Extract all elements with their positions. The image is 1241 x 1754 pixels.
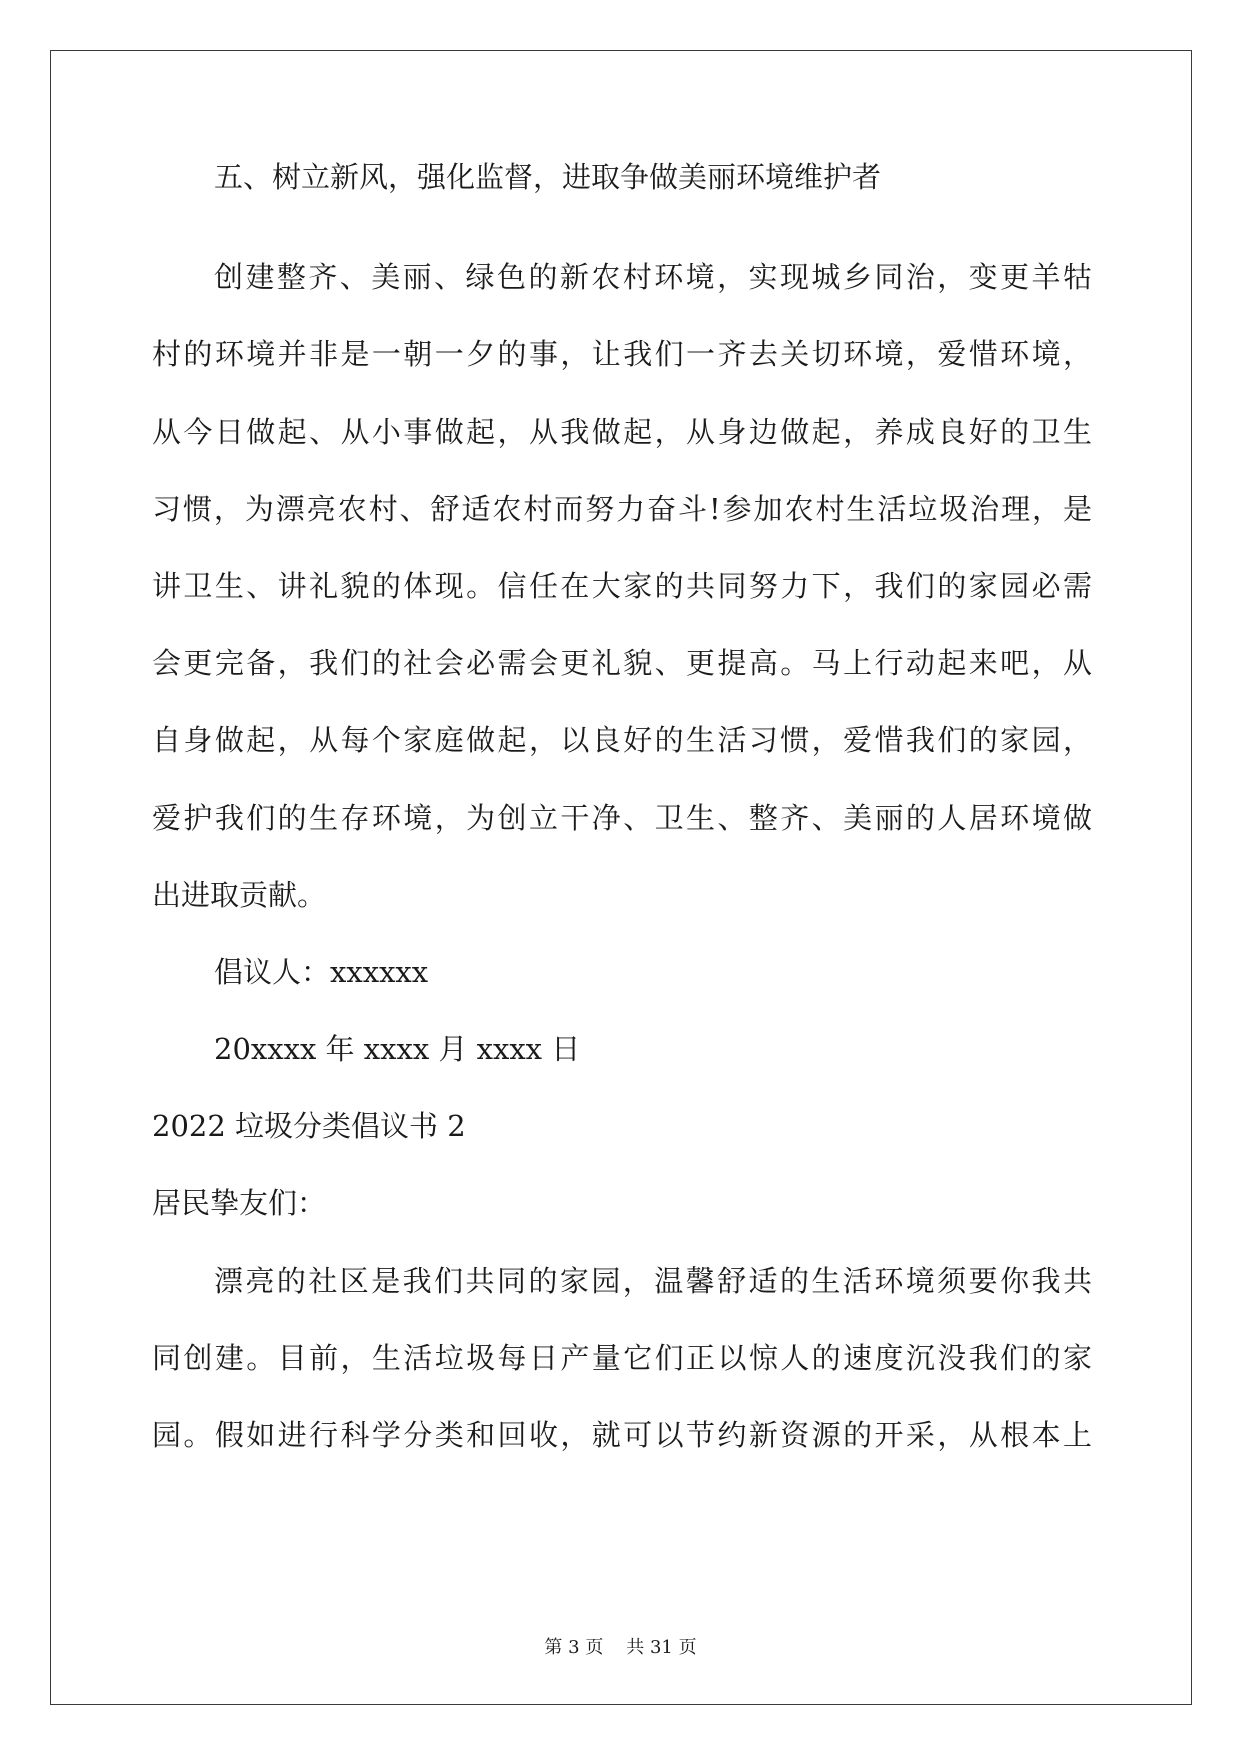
page-total: 共 31 页 (626, 1637, 697, 1658)
paragraph-line: 讲卫生、讲礼貌的体现。信任在大家的共同努力下，我们的家园必需 (152, 568, 1092, 603)
salutation: 居民挚友们： (152, 1186, 327, 1221)
initiator-line: 倡议人：xxxxxx (214, 954, 429, 989)
paragraph-line: 从今日做起、从小事做起，从我做起，从身边做起，养成良好的卫生 (152, 414, 1092, 449)
paragraph-line: 创建整齐、美丽、绿色的新农村环境，实现城乡同治，变更羊牯 (214, 260, 1092, 295)
paragraph-line: 漂亮的社区是我们共同的家园，温馨舒适的生活环境须要你我共 (214, 1263, 1092, 1298)
document-body (152, 162, 1092, 1474)
section-heading: 五、树立新风，强化监督，进取争做美丽环境维护者 (214, 160, 882, 194)
paragraph-line: 出进取贡献。 (152, 877, 327, 912)
paragraph-line: 爱护我们的生存环境，为创立干净、卫生、整齐、美丽的人居环境做 (152, 800, 1092, 835)
paragraph-line: 村的环境并非是一朝一夕的事，让我们一齐去关切环境，爱惜环境， (152, 337, 1092, 372)
date-line: 20xxxx 年 xxxx 月 xxxx 日 (214, 1032, 581, 1067)
page-number: 第 3 页 (544, 1637, 604, 1658)
paragraph-line: 园。假如进行科学分类和回收，就可以节约新资源的开采，从根本上 (152, 1418, 1092, 1452)
page-footer (0, 1633, 1241, 1659)
paragraph-line: 习惯，为漂亮农村、舒适农村而努力奋斗!参加农村生活垃圾治理，是 (152, 491, 1092, 526)
paragraph-line: 会更完备，我们的社会必需会更礼貌、更提高。马上行动起来吧，从 (152, 646, 1092, 681)
paragraph-line: 自身做起，从每个家庭做起，以良好的生活习惯，爱惜我们的家园， (152, 723, 1092, 758)
paragraph-line: 同创建。目前，生活垃圾每日产量它们正以惊人的速度沉没我们的家 (152, 1340, 1092, 1375)
document-title: 2022 垃圾分类倡议书 2 (152, 1109, 466, 1144)
